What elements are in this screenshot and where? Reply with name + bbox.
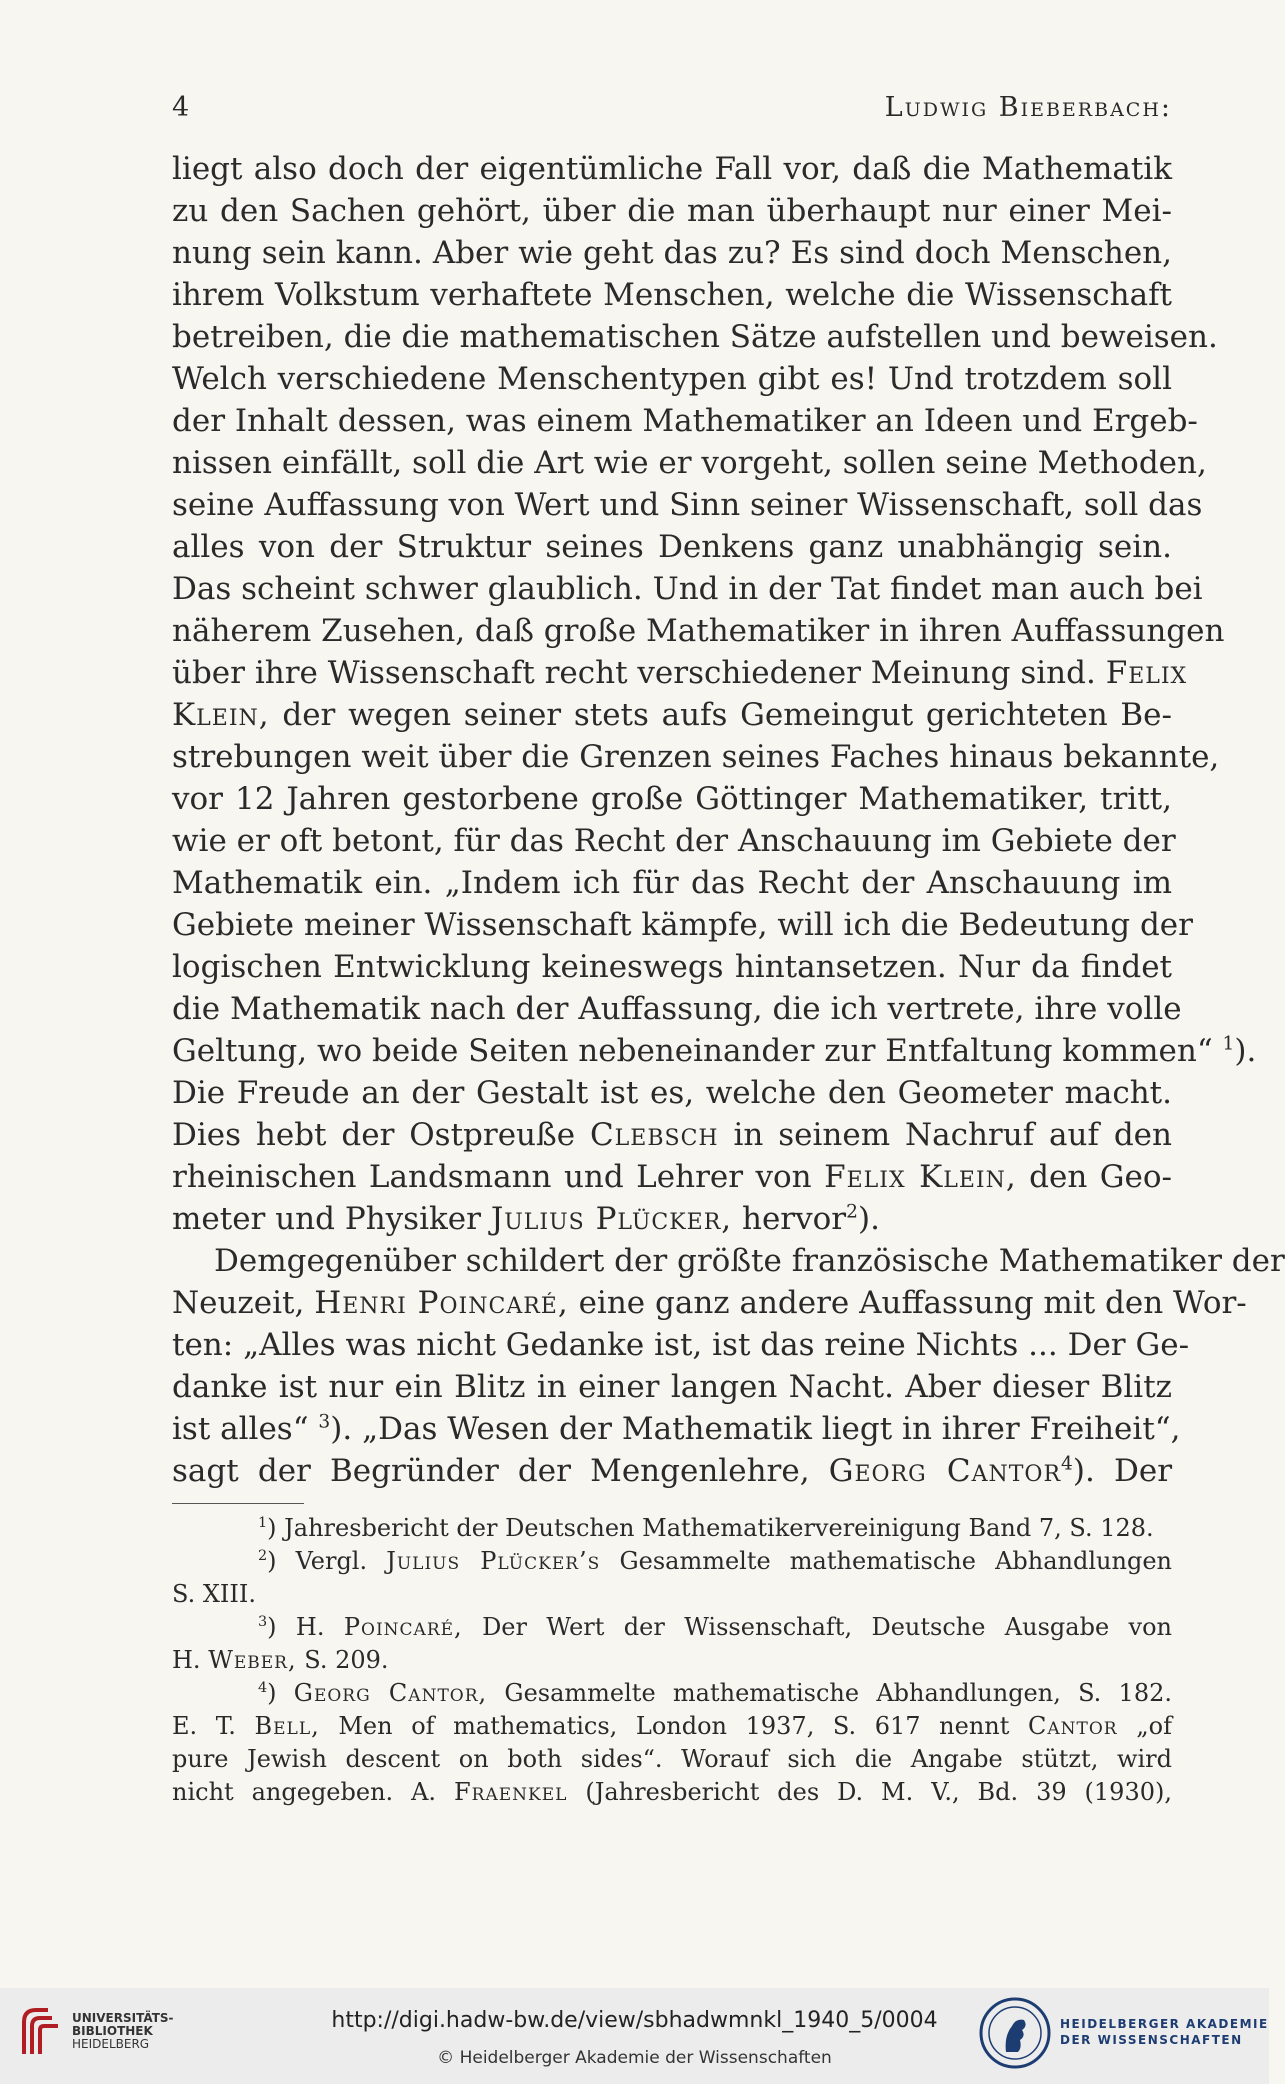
text-run: Dies hebt der Ostpreuße (172, 1117, 576, 1153)
text-line: vor 12 Jahren gestorbene große Göttinger Mathematiker, tritt, (172, 781, 1172, 817)
name-poincare: Poincaré, (343, 1613, 463, 1641)
text-run: ). (857, 1201, 880, 1237)
text-line: ten: „Alles was nicht Gedanke ist, ist das reine Nichts ... Der Ge- (172, 1327, 1190, 1363)
text-run: (Jahresbericht des D. M. V., Bd. 39 (1930), (585, 1778, 1172, 1806)
name-cantor: Cantor (1028, 1712, 1118, 1740)
footnotes (172, 1512, 1172, 1809)
text-run: Gesammelte mathematische Abhandlungen, S. 182. (504, 1679, 1172, 1707)
text-run: ) (267, 1679, 277, 1707)
name-georg-cantor: Georg Cantor (828, 1453, 1062, 1489)
text-line: Welch verschiedene Menschentypen gibt es! Und trotzdem soll (172, 361, 1172, 397)
text-run: Gesammelte mathematische Abhandlungen (619, 1547, 1172, 1575)
text-run: ) H. (267, 1613, 325, 1641)
copyright-notice: © Heidelberger Akademie der Wissenschaften (437, 2048, 832, 2068)
text-line: zu den Sachen gehört, über die man überhaupt nur einer Mei- (172, 193, 1172, 229)
text-run: Der Wert der Wissenschaft, Deutsche Ausgabe von (482, 1613, 1172, 1641)
footnote-mark: 1 (258, 1515, 268, 1531)
text-run: sagt der Begründer der Mengenlehre, (172, 1453, 810, 1489)
name-felix: Felix (1105, 655, 1188, 691)
footnote-1 (172, 1512, 1172, 1545)
text-line: alles von der Struktur seines Denkens ganz unabhängig sein. (172, 529, 1172, 565)
text-line: wie er oft betont, für das Recht der Anschauung im Gebiete der (172, 823, 1176, 859)
text-run: ist alles“ (172, 1411, 309, 1447)
text-run: meter und Physiker (172, 1201, 481, 1237)
text-line: nung sein kann. Aber wie geht das zu? Es sind doch Menschen, (172, 235, 1172, 271)
text-line: die Mathematik nach der Auffassung, die ich vertrete, ihre volle (172, 991, 1182, 1027)
text-run: in seinem Nachruf auf den (733, 1117, 1172, 1153)
footnote-ref: 4 (1061, 1453, 1073, 1475)
academy-name (1060, 2016, 1269, 2048)
text-line: danke ist nur ein Blitz in einer langen Nacht. Aber dieser Blitz (172, 1369, 1172, 1405)
text-line (172, 1282, 1247, 1324)
footnote-rule (172, 1503, 304, 1504)
name-fraenkel: Fraenkel (454, 1778, 568, 1806)
text-line: seine Auffassung von Wert und Sinn seiner Wissenschaft, soll das (172, 487, 1203, 523)
name-clebsch: Clebsch (589, 1117, 719, 1153)
name-georg-cantor: Georg Cantor, (293, 1679, 488, 1707)
text-line: Gebiete meiner Wissenschaft kämpfe, will ich die Bedeutung der (172, 907, 1193, 943)
text-line: näherem Zusehen, daß große Mathematiker in ihren Auffassungen (172, 613, 1225, 649)
name-henri-poincare: Henri Poincaré, (314, 1285, 569, 1321)
footnote-2-cont: S. XIII. (172, 1580, 256, 1608)
text-run: Geltung, wo beide Seiten nebeneinander zur Entfaltung kommen“ (172, 1033, 1213, 1069)
viewer-footer (0, 1988, 1269, 2084)
text-run: eine ganz andere Auffassung mit den Wor- (578, 1285, 1247, 1321)
text-run: nicht angegeben. A. (172, 1778, 437, 1806)
academy-line: DER WISSENSCHAFTEN (1060, 2033, 1243, 2047)
text-line: strebungen weit über die Grenzen seines Faches hinaus bekannte, (172, 739, 1220, 775)
text-line: nissen einfällt, soll die Art wie er vorgeht, sollen seine Methoden, (172, 445, 1207, 481)
text-line: logischen Entwicklung keineswegs hintansetzen. Nur da findet (172, 949, 1172, 985)
text-line: Mathematik ein. „Indem ich für das Recht der Anschauung im (172, 865, 1172, 901)
name-klein: Klein, (172, 697, 270, 733)
page-header (172, 92, 1172, 132)
text-run: den Geo- (1029, 1159, 1173, 1195)
text-run: ) Vergl. (267, 1547, 368, 1575)
footnote-3-cont (172, 1644, 1172, 1677)
text-run: ). Der (1072, 1453, 1173, 1489)
text-line: ihrem Volkstum verhaftete Menschen, welche die Wissenschaft (172, 277, 1172, 313)
text-line (172, 1114, 1172, 1156)
footnote-ref: 1 (1222, 1033, 1235, 1055)
text-line (172, 1408, 1181, 1450)
text-run: Men of mathematics, London 1937, S. 617 nennt (338, 1712, 1010, 1740)
footnote-2 (172, 1545, 1172, 1578)
text-run: ). „Das Wesen der Mathematik liegt in ihrer Freiheit“, (330, 1411, 1181, 1447)
text-line: Das scheint schwer glaublich. Und in der Tat findet man auch bei (172, 571, 1203, 607)
permalink-url[interactable]: http://digi.hadw-bw.de/view/sbhadwmnkl_1940_5/0004 (331, 2008, 938, 2033)
name-julius-pluecker: Julius Plücker’s (386, 1547, 601, 1575)
name-bell: Bell, (254, 1712, 320, 1740)
text-line: betreiben, die die mathematischen Sätze aufstellen und beweisen. (172, 319, 1218, 355)
footnote-mark: 4 (258, 1680, 268, 1696)
text-line (172, 1030, 1257, 1072)
text-run: hervor (741, 1201, 847, 1237)
text-line: der Inhalt dessen, was einem Mathematiker an Ideen und Ergeb- (172, 403, 1198, 439)
footnote-mark: 3 (258, 1614, 268, 1630)
text-run: H. (172, 1646, 201, 1674)
main-text (172, 148, 1285, 1492)
footnote-mark: 2 (258, 1548, 268, 1564)
footnote-3 (172, 1611, 1172, 1644)
text-run: ). (1234, 1033, 1257, 1069)
name-julius-pluecker: Julius Plücker, (490, 1201, 733, 1237)
text-run: „of (1136, 1712, 1172, 1740)
text-line: Die Freude an der Gestalt ist es, welche den Geometer macht. (172, 1075, 1172, 1111)
footnote-4-cont: pure Jewish descent on both sides“. Worauf sich die Angabe stützt, wird (172, 1745, 1172, 1773)
footnote-4 (172, 1677, 1172, 1710)
academy-line: HEIDELBERGER AKADEMIE (1060, 2017, 1269, 2031)
text-run: Neuzeit, (172, 1285, 305, 1321)
text-run: ) Jahresbericht der Deutschen Mathematikervereinigung Band 7, S. 128. (267, 1514, 1154, 1542)
text-run: S. 209. (304, 1646, 389, 1674)
footnote-ref: 2 (846, 1201, 858, 1223)
text-line (172, 652, 1188, 694)
text-line: liegt also doch der eigentümliche Fall vor, daß die Mathematik (172, 151, 1172, 187)
academy-seal-icon (978, 1996, 1052, 2070)
text-run: über ihre Wissenschaft recht verschiedener Meinung sind. (172, 655, 1096, 691)
text-line (172, 1156, 1172, 1198)
footnote-ref: 3 (318, 1411, 331, 1433)
page-number: 4 (172, 92, 190, 123)
footnote-4-cont (172, 1710, 1172, 1743)
running-head: Ludwig Bieberbach: (884, 92, 1172, 123)
text-run: rheinischen Landsmann und Lehrer von (172, 1159, 812, 1195)
text-line (172, 694, 1172, 736)
ub-line: HEIDELBERG (72, 2037, 150, 2051)
text-run: E. T. (172, 1712, 236, 1740)
text-line: Demgegenüber schildert der größte französische Mathematiker der (214, 1243, 1285, 1279)
name-weber: Weber, (208, 1646, 297, 1674)
name-felix-klein: Felix Klein, (824, 1159, 1017, 1195)
ub-line: BIBLIOTHEK (72, 2024, 153, 2038)
ub-line: UNIVERSITÄTS- (72, 2011, 174, 2025)
text-line (172, 1450, 1172, 1492)
text-line (172, 1198, 1172, 1240)
footnote-4-cont (172, 1776, 1172, 1809)
text-run: der wegen seiner stets aufs Gemeingut gerichteten Be- (282, 697, 1172, 733)
